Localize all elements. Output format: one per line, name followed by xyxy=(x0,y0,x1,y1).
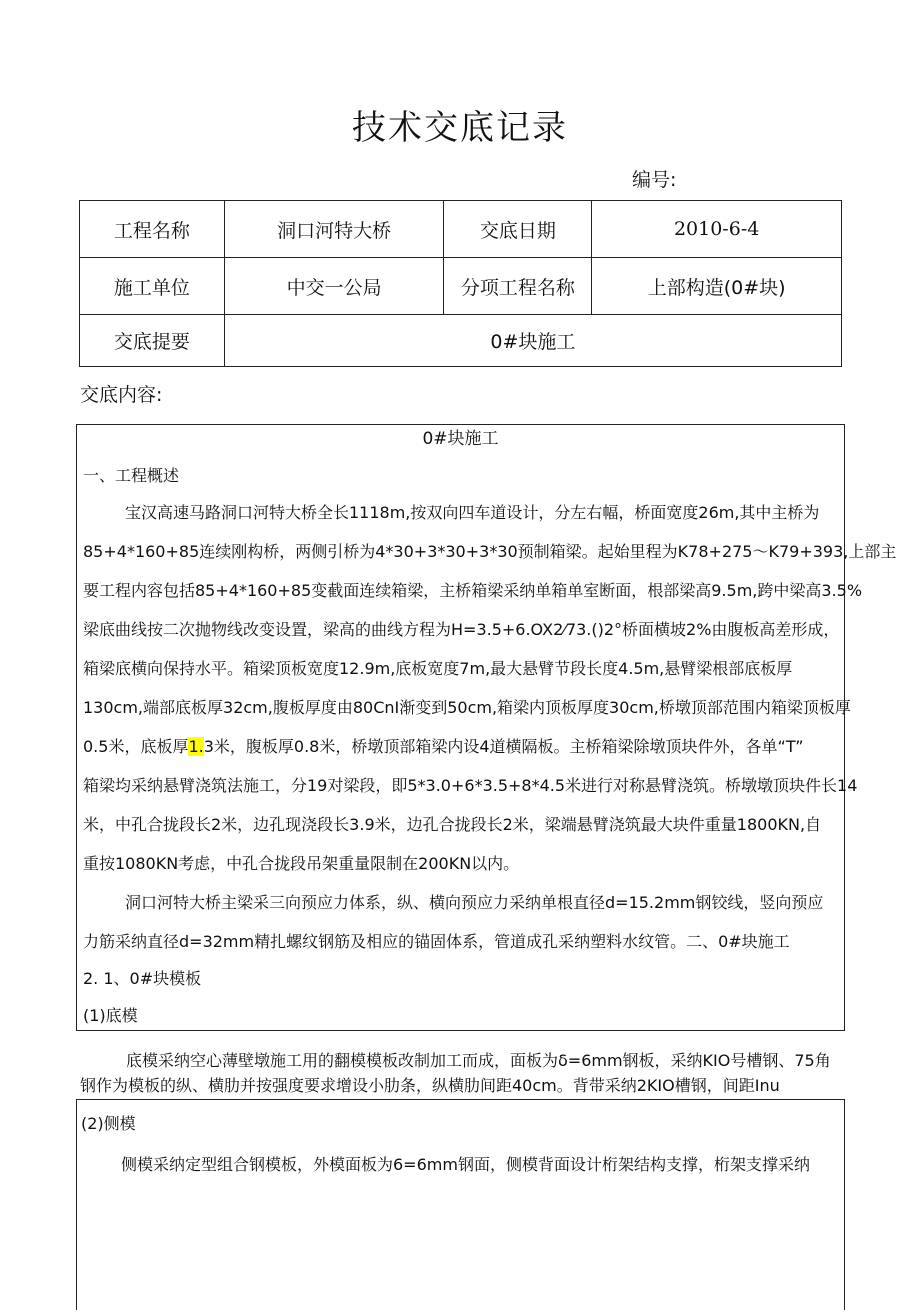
subsection-heading: 2. 1、0#块模板 xyxy=(83,969,202,988)
paragraph-line: 要工程内容包括85+4*160+85变截面连续箱梁，主桥箱梁采纳单箱单室断面，根部梁高9.5m,跨中梁高3.5% xyxy=(83,581,863,600)
unit-value: 中交一公局 xyxy=(224,258,444,315)
subsection-heading: (2)侧模 xyxy=(81,1114,136,1133)
info-table xyxy=(79,200,842,367)
content-box xyxy=(76,424,897,1031)
project-name-value: 洞口河特大桥 xyxy=(224,201,444,258)
project-name-label: 工程名称 xyxy=(80,201,225,258)
serial-number-label: 编号: xyxy=(632,169,677,191)
paragraph-line: 洞口河特大桥主梁采三向预应力体系，纵、横向预应力采纳单根直径d=15.2mm钢铰线，竖向预应 xyxy=(125,893,824,912)
text-segment: 0.5米，底板厚 xyxy=(83,737,189,756)
paragraph-line: 侧模采纳定型组合钢模板，外模面板为6=6mm钢面，侧模背面设计桁架结构支撑，桁架支撑采纳 xyxy=(121,1155,810,1174)
text-segment: 3米，腹板厚0.8米，桥墩顶部箱梁内设4道横隔板。主桥箱梁除墩顶块件外，各单“T” xyxy=(203,737,804,756)
section-heading-overview: 一、工程概述 xyxy=(83,466,180,485)
paragraph-line: 130cm,端部底板厚32cm,腹板厚度由80CnI渐变到50cm,箱梁内顶板厚度30cm,桥墩顶部范围内箱梁顶板厚 xyxy=(83,698,851,717)
summary-value: 0#块施工 xyxy=(224,315,841,367)
paragraph-line: 宝汉高速马路洞口河特大桥全长1118m,按双向四车道设计，分左右幅，桥面宽度26m,其中主桥为 xyxy=(125,503,820,522)
table-row xyxy=(80,258,842,315)
subproject-label: 分项工程名称 xyxy=(444,258,592,315)
table-row xyxy=(80,201,842,258)
content-label: 交底内容: xyxy=(80,384,163,406)
date-value: 2010-6-4 xyxy=(592,201,842,258)
paragraph-line: 箱梁底横向保持水平。箱梁顶板宽度12.9m,底板宽度7m,最大悬臂节段长度4.5m,悬臂梁根部底板厚 xyxy=(83,659,793,678)
content-heading: 0#块施工 xyxy=(422,429,499,449)
subsection-heading: (1)底模 xyxy=(83,1006,138,1025)
paragraph-line: 米，中孔合拢段长2米，边孔现浇段长3.9米，边孔合拢段长2米，梁端悬臂浇筑最大块件重量1800KN,自 xyxy=(83,815,822,834)
content-box-continued xyxy=(76,1099,845,1310)
paragraph-line xyxy=(83,737,804,757)
paragraph-line: 箱梁均采纳悬臂浇筑法施工，分19对梁段，即5*3.0+6*3.5+8*4.5米进行对称悬臂浇筑。桥墩墩顶块件长14 xyxy=(83,776,858,795)
paragraph-line: 梁底曲线按二次抛物线改变设置，梁高的曲线方程为H=3.5+6.OX2⁄73.()2°桥面横坡2%由腹板高差形成， xyxy=(83,620,840,639)
date-label: 交底日期 xyxy=(444,201,592,258)
paragraph-line: 底模采纳空心薄壁墩施工用的翻模模板改制加工而成，面板为δ=6mm钢板，采纳KIO号槽钢、75角 xyxy=(126,1051,831,1070)
subproject-value: 上部构造(0#块) xyxy=(592,258,842,315)
paragraph-line: 钢作为模板的纵、横肋并按强度要求增设小肋条，纵横肋间距40cm。背带采纳2KIO槽钢，间距Inu xyxy=(80,1076,780,1095)
highlighted-text: 1. xyxy=(188,737,204,756)
paragraph-line: 重按1080KN考虑，中孔合拢段吊架重量限制在200KN以内。 xyxy=(83,854,520,873)
paragraph-line: 力筋采纳直径d=32mm精扎螺纹钢筋及相应的锚固体系，管道成孔采纳塑料水纹管。二、0#块施工 xyxy=(83,932,790,951)
paragraph-line: 85+4*160+85连续刚构桥，两侧引桥为4*30+3*30+3*30预制箱梁。起始里程为K78+275〜K79+393,上部主 xyxy=(83,542,897,561)
table-row xyxy=(80,315,842,367)
page-title: 技术交底记录 xyxy=(352,108,568,148)
summary-label: 交底提要 xyxy=(80,315,225,367)
unit-label: 施工单位 xyxy=(80,258,225,315)
